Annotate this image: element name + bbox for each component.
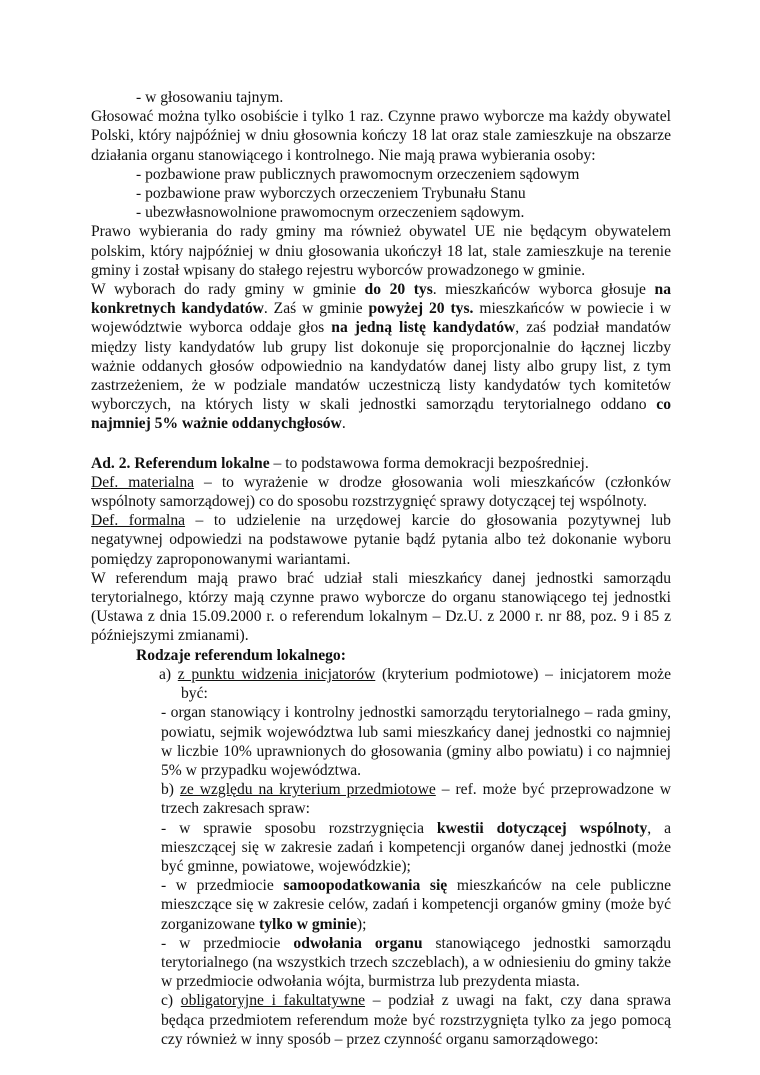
list-item: - w przedmiocie odwołania organu stanowiącego jednostki samorządu terytorialnego (na wszystkich trzech szczeblach), a w odniesieniu do gminy także w przedmiocie odwołania wójta, burmistrza lub prezydenta miasta. xyxy=(161,934,671,991)
list-item-b: b) ze względu na kryterium przedmiotowe – ref. może być przeprowadzone w trzech zakresach spraw: xyxy=(161,781,671,818)
list-item: - w przedmiocie samoopodatkowania się mieszkańców na cele publiczne mieszczące się w zakresie celów, zadań i kompetencji organów gminy (może być zorganizowane tylko w gminie); xyxy=(161,877,671,933)
paragraph: Głosować można tylko osobiście i tylko 1 raz. Czynne prawo wyborcze ma każdy obywatel Polski, który najpóźniej w dniu głosownia kończy 18 lat oraz stale zamieszkuje na obszarze działania organu stanowiącego i kontrolnego. Nie mają prawa wybierania osoby: xyxy=(91,108,671,164)
bold-text: na konkretnych kandydatów xyxy=(91,281,672,318)
list-item: - w sprawie sposobu rozstrzygnięcia kwestii dotyczącej wspólnoty, a mieszczącej się w zakresie zadań i kompetencji organów danej jednostki (może być gminne, powiatowe, wojewódzkie); xyxy=(161,819,671,875)
paragraph: W wyborach do rady gminy w gminie do 20 tys. mieszkańców wyborca głosuje na konkretnych kandydatów. Zaś w gminie powyżej 20 tys. mieszkańców w powiecie i w województwie wyborca oddaje głos na jedną listę kandydatów, zaś podział mandatów między listy kandydatów lub grupy list dokonuje się proporcjonalnie do łącznej liczby ważnie oddanych głosów odpowiednio na kandydatów danej listy albo grupy list, z tym zastrzeżeniem, że w podziale mandatów uczestniczą listy kandydatów tych komitetów wyborczych, na których listy w skali jednostki samorządu terytorialnego oddano co najmniej 5% ważnie oddanychgłosów. xyxy=(91,281,672,433)
subsection-heading: Rodzaje referendum lokalnego: xyxy=(136,646,346,664)
list-item-a: a) z punktu widzenia inicjatorów (kryterium podmiotowe) – inicjatorem może być: xyxy=(159,665,672,703)
definition-formal: Def. formalna – to udzielenie na urzędowej karcie do głosowania pozytywnej lub negatywnej odpowiedzi na podstawowe pytanie bądź pytania albo też dokonanie wyboru pomiędzy zaproponowanymi wariantami. xyxy=(91,512,671,568)
bold-text: powyżej 20 tys. xyxy=(368,300,474,318)
paragraph: - w głosowaniu tajnym. xyxy=(136,89,284,106)
list-item: - ubezwłasnowolnione prawomocnym orzeczeniem sądowym. xyxy=(136,204,525,222)
list-item-c: c) obligatoryjne i fakultatywne – podział z uwagi na fakt, czy dana sprawa będąca przedmiotem referendum może być rozstrzygnięta tylko za jego pomocą czy również w inny sposób – przez czynność organu samorządowego: xyxy=(161,992,671,1048)
section-heading: Ad. 2. Referendum lokalne – to podstawowa forma demokracji bezpośredniej. xyxy=(91,454,589,472)
bold-text: do 20 tys xyxy=(364,281,433,299)
paragraph: W referendum mają prawo brać udział stali mieszkańcy danej jednostki samorządu terytorialnego, którzy mają czynne prawo wyborcze do organu stanowiącego tej jednostki (Ustawa z dnia 15.09.2000 r. o referendum lokalnym – Dz.U. z 2000 r. nr 88, poz. 9 i 85 z późniejszymi zmianami). xyxy=(91,569,671,645)
definition-material: Def. materialna – to wyrażenie w drodze głosowania woli mieszkańców (członków wspólnoty samorządowej) co do sposobu rozstrzygnięć sprawy dotyczącej tej wspólnoty. xyxy=(91,473,671,511)
document-page xyxy=(91,88,671,1049)
bold-text: na jedną listę kandydatów xyxy=(331,319,516,337)
paragraph: - organ stanowiący i kontrolny jednostki samorządu terytorialnego – rada gminy, powiatu, sejmik województwa lub sami mieszkańcy danej jednostki co najmniej w liczbie 10% uprawnionych do głosowania (gminy albo powiatu) i co najmniej 5% w przypadku województwa. xyxy=(161,704,671,779)
paragraph: Prawo wybierania do rady gminy ma również obywatel UE nie będącym obywatelem polskim, który najpóźniej w dniu głosowania ukończył 18 lat, stale zamieszkuje na terenie gminy i został wpisany do stałego rejestru wyborców prowadzonego w gminie. xyxy=(91,223,671,279)
paragraph-gap xyxy=(91,434,671,454)
bold-text: co najmniej 5% ważnie oddanychgłosów xyxy=(91,396,671,433)
list-item: - pozbawione praw publicznych prawomocnym orzeczeniem sądowym xyxy=(136,165,580,183)
list-item: - pozbawione praw wyborczych orzeczeniem Trybunału Stanu xyxy=(136,185,526,203)
